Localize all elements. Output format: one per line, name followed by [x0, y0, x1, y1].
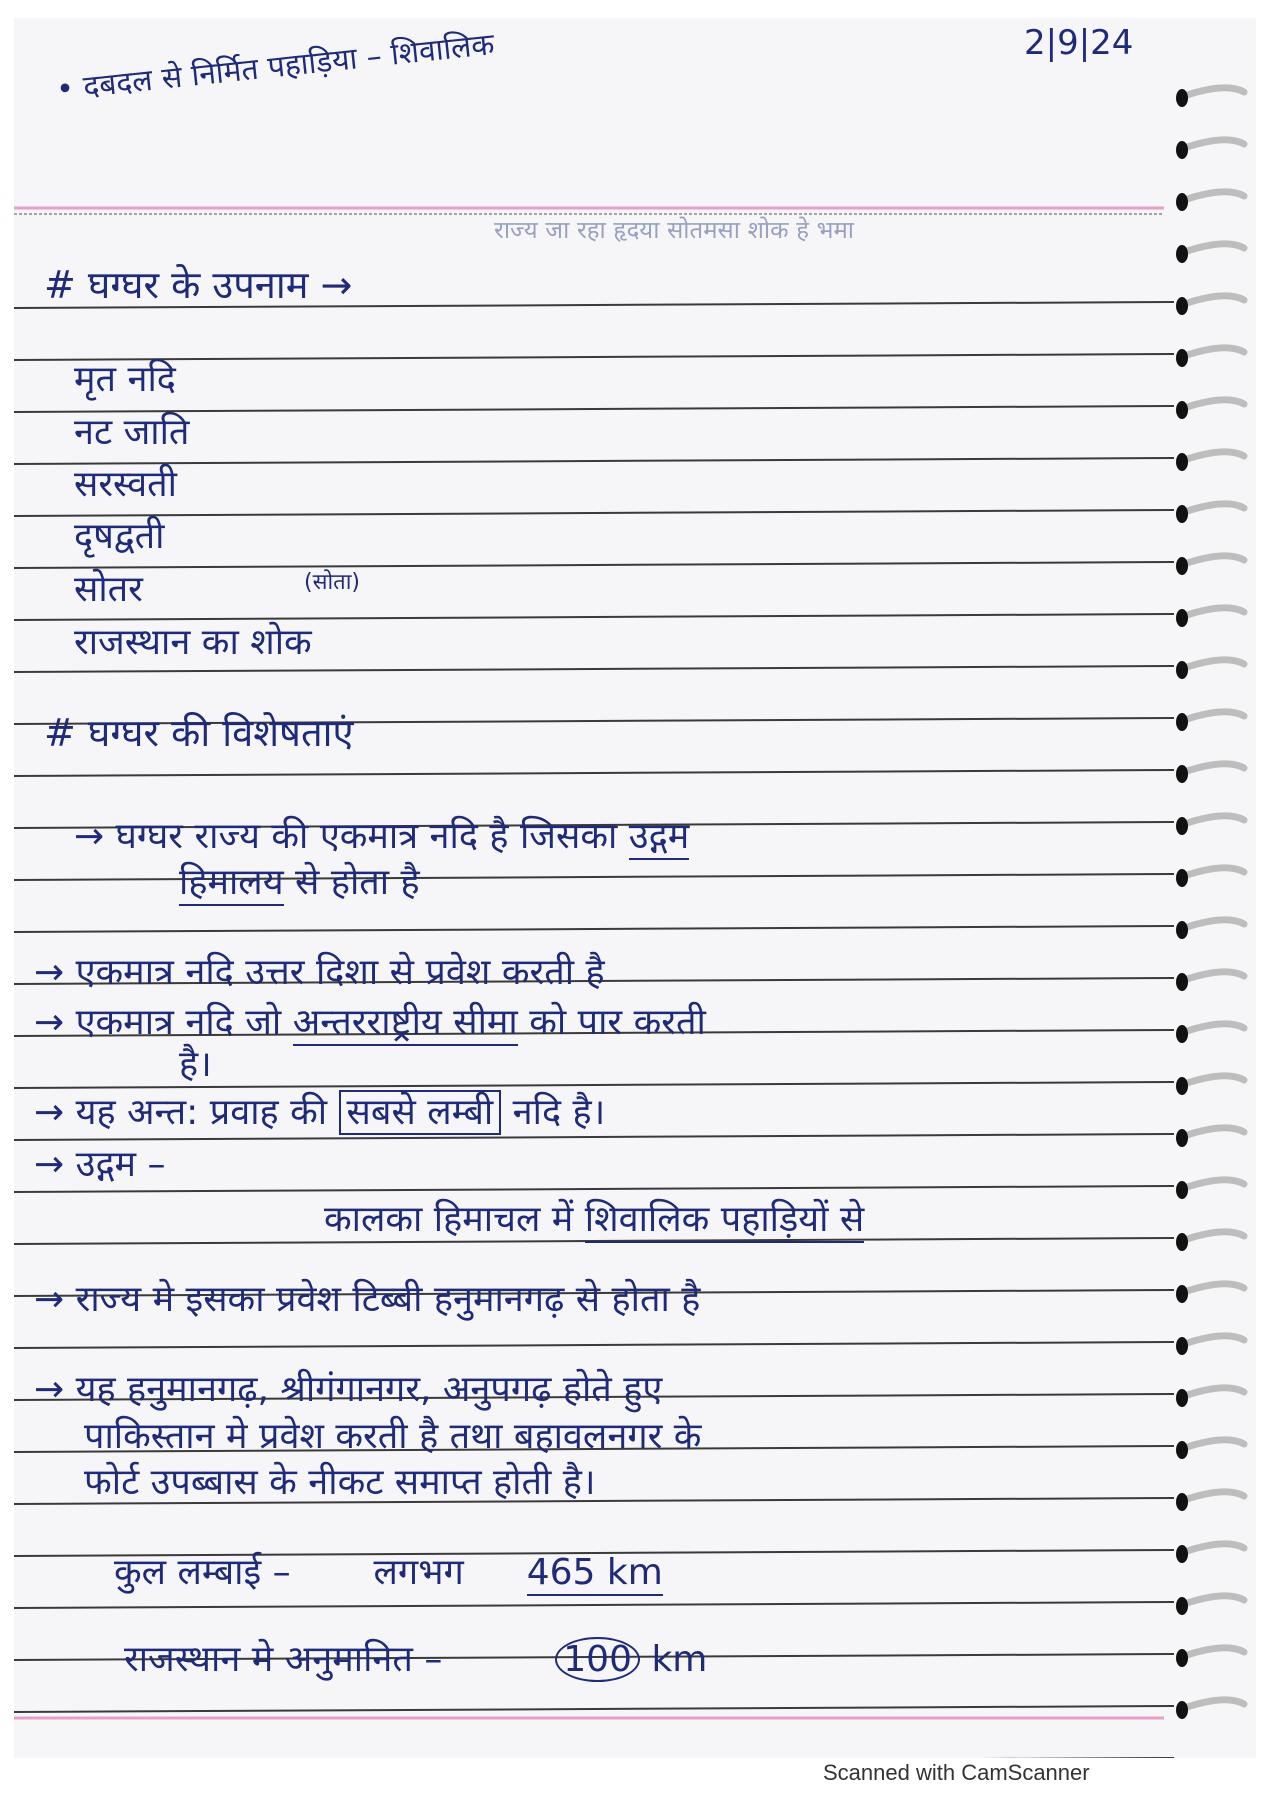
feature-text: घग्घर राज्य की एकमात्र नदि है जिसका [115, 816, 618, 857]
feature-7 [34, 1363, 662, 1412]
arrow: → [34, 1279, 76, 1320]
feature-text: नदि है। [512, 1092, 606, 1133]
arrow: → [34, 1092, 76, 1133]
origin-word: उद्गम [629, 816, 689, 860]
feature-7-line-3: फोर्ट उपब्बास के नीकट समाप्त होती है। [84, 1462, 596, 1503]
notebook-page [14, 18, 1256, 1758]
feature-text: उद्गम – [75, 1144, 166, 1185]
nickname-item: दृषद्वती [74, 516, 165, 557]
spiral-binding [1166, 18, 1256, 1758]
sotar-note: (सोता) [304, 570, 360, 595]
feature-1 [74, 810, 689, 859]
faint-note: राज्य जा रहा हृदया सोतमसा शोक हे भमा [494, 216, 855, 244]
feature-6 [34, 1273, 700, 1322]
nickname-item: सोतर [74, 569, 143, 610]
feature-3-cont: है। [179, 1044, 212, 1085]
shivalik-word: शिवालिक पहाड़ियों से [585, 1199, 864, 1243]
longest-box: सबसे लम्बी [339, 1090, 502, 1135]
himalaya-word: हिमालय [179, 862, 284, 906]
feature-7-line-2: पाकिस्तान मे प्रवेश करती है तथा बहावलनगर के [84, 1416, 702, 1457]
arrow: → [34, 1002, 76, 1043]
length-label: कुल लम्बाई – [114, 1552, 291, 1593]
arrow: → [34, 1369, 76, 1410]
raj-value-unit: km [651, 1639, 708, 1680]
heading-features: # घग्घर की विशेषताएं [44, 711, 354, 755]
total-length [114, 1546, 663, 1595]
arrow: → [34, 1144, 76, 1185]
feature-5-cont [324, 1193, 864, 1242]
feature-text: एकमात्र नदि जो [75, 1002, 282, 1043]
top-note: • दबदल से निर्मित पहाड़िया – शिवालिक [54, 26, 497, 108]
scanner-watermark: Scanned with CamScanner [823, 1760, 1090, 1785]
rajasthan-length [124, 1633, 707, 1682]
heading-nicknames: # घग्घर के उपनाम → [44, 263, 353, 307]
feature-text: यह हनुमानगढ़, श्रीगंगानगर, अनुपगढ़ होते हुए [75, 1369, 663, 1410]
nickname-item: सरस्वती [74, 464, 177, 505]
feature-text: राज्य मे इसका प्रवेश टिब्बी हनुमानगढ़ से होता है [75, 1279, 701, 1320]
arrow: → [34, 952, 76, 993]
border-word: अन्तरराष्ट्रीय सीमा [293, 1002, 518, 1046]
nickname-item: नट जाति [74, 412, 190, 453]
nickname-item: राजस्थान का शोक [74, 622, 312, 663]
feature-2 [34, 946, 605, 995]
arrow: → [74, 816, 116, 857]
date: 2|9|24 [1024, 23, 1134, 63]
feature-3 [34, 996, 706, 1045]
feature-text: यह अन्त: प्रवाह की [75, 1092, 328, 1133]
feature-4 [34, 1086, 605, 1135]
nickname-item: मृत नदि [74, 359, 176, 400]
feature-text: कालका हिमाचल में [324, 1199, 574, 1240]
raj-value-num: 100 [555, 1637, 640, 1682]
feature-text: को पार करती [529, 1002, 706, 1043]
length-approx: लगभग [373, 1552, 464, 1593]
feature-text: एकमात्र नदि उत्तर दिशा से प्रवेश करती है [75, 952, 605, 993]
length-value: 465 km [527, 1552, 663, 1596]
feature-5 [34, 1138, 166, 1187]
feature-text: से होता है [295, 862, 420, 903]
feature-1-cont [179, 856, 420, 905]
raj-label: राजस्थान मे अनुमानित – [124, 1639, 443, 1680]
